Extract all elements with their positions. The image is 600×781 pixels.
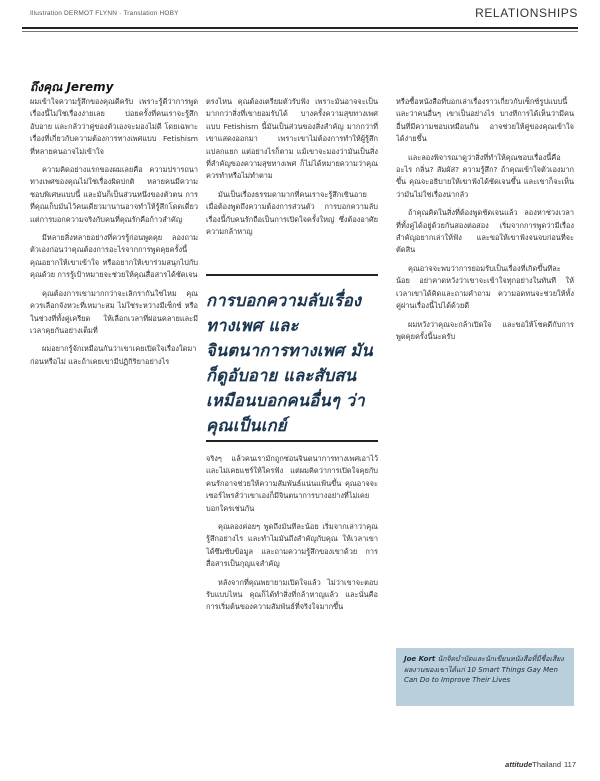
pull-quote-rule-top xyxy=(206,274,378,276)
paragraph: ผมหวังว่าคุณจะกล้าเปิดใจ และขอให้โชคดีกับการพูดคุยครั้งนี้นะครับ xyxy=(396,319,574,341)
magazine-edition: Thailand xyxy=(532,760,562,769)
author-bio-box xyxy=(396,648,574,706)
paragraph: จริงๆ แล้วคนเรามักถูกซ่อนจินตนาการทางเพศเอาไว้และไม่เคยแชร์ให้ใครฟัง แต่ผมคิดว่าการเปิดใจคุยกับคนรักอาจช่วยให้ความสัมพันธ์แน่นแฟ้นขึ้น คุณอาจจะเซอร์ไพรส์ว่าเขาเองก็มีจินตนาการบางอย่างที่ไม่เคยบอกใครเช่นกัน xyxy=(206,454,378,513)
pull-quote-text: การบอกความลับเรื่องทางเพศ และจินตนาการทางเพศ มันก็ดูอับอาย และสับสนเหมือนบอกคนอื่นๆ ว่าคุณเป็นเกย์ xyxy=(206,291,373,435)
paragraph: มันเป็นเรื่องธรรมดามากที่คนเราจะรู้สึกเขินอายเมื่อต้องพูดถึงความต้องการส่วนตัว การบอกความลับเรื่องนี้กับคนรักถือเป็นการเปิดใจครั้งใหญ่ ซึ่งต้องอาศัยความกล้าหาญ xyxy=(206,189,378,237)
page-number: 117 xyxy=(564,760,576,769)
section-title: RELATIONSHIPS xyxy=(475,6,578,20)
header-rule-thin xyxy=(22,31,578,32)
paragraph: มีหลายสิ่งหลายอย่างที่ควรรู้ก่อนพูดคุย ลองถามตัวเองก่อนว่าคุณต้องการอะไรจากการพูดคุยครั้งนี้ คุณอยากให้เขาเข้าใจ หรืออยากให้เขาร่วมสนุกไปกับคุณด้วย การรู้เป้าหมายจะช่วยให้คุณสื่อสารได้ชัดเจน xyxy=(30,233,198,280)
paragraph: ตรงไหน คุณต้องเตรียมตัวรับฟัง เพราะมันอาจจะเป็นมากกว่าสิ่งที่เขายอมรับได้ บางครั้งความสุขทางเพศแบบ Fetishism นี้มันเป็นส่วนของสิ่งสำคัญ มากกว่าที่เขาแสดงออกมา เพราะเขาไม่ต้องการทำให้ผู้รู้สึกแปลกแยก แต่อย่างไรก็ตาม แม้เขาจะมองว่ามันเป็นสิ่งที่สำคัญของความสุขทางเพศ ก็ไม่ได้หมายความว่าคุณควรทำหรือไม่ทำตาม xyxy=(206,97,378,181)
paragraph: หลังจากที่คุณพยายามเปิดใจแล้ว ไม่ว่าเขาจะตอบรับแบบไหน คุณก็ได้ทำสิ่งที่กล้าหาญแล้ว และนั่นคือการเริ่มต้นของความสัมพันธ์ที่จริงใจมากขึ้น xyxy=(206,577,378,612)
header-rule xyxy=(22,27,578,29)
paragraph: ผมเข้าใจความรู้สึกของคุณดีครับ เพราะรู้ดีว่าการพูดเรื่องนี้ไม่ใช่เรื่องง่ายเลย บ่อยครั้งที่คนเราจะรู้สึกอับอาย และกลัวว่าคู่ของตัวเองจะมองไม่ดี โดยเฉพาะเรื่องที่เกี่ยวกับความต้องการทางเพศแบบ Fetishism ที่หลายคนอาจไม่เข้าใจ xyxy=(30,97,198,156)
column-3 xyxy=(396,96,574,624)
column-2-top xyxy=(206,96,378,256)
paragraph: และลองพิจารณาดูว่าสิ่งที่ทำให้คุณชอบเรื่องนี้คืออะไร กลิ่น? สัมผัส? ความรู้สึก? ถ้าคุณเข้าใจตัวเองมากขึ้น คุณจะอธิบายให้เขาฟังได้ชัดเจนขึ้น และเขาก็จะเห็นว่ามันไม่ใช่เรื่องน่ากลัว xyxy=(396,152,574,199)
paragraph: คุณอาจจะพบว่าการยอมรับเป็นเรื่องที่เกิดขึ้นทีละน้อย อย่าคาดหวังว่าเขาจะเข้าใจทุกอย่างในทันที ให้เวลาเขาได้คิดและถามคำถาม ความอดทนจะช่วยให้ทั้งคู่ผ่านเรื่องนี้ไปได้ด้วยดี xyxy=(396,263,574,311)
paragraph: หรือซื้อหนังสือที่บอกเล่าเรื่องราวเกี่ยวกับเซ็กซ์รูปแบบนี้ และว่าคนอื่นๆ เขาเป็นอย่างไร บางทีการได้เห็นว่ามีคนอื่นที่มีความชอบเหมือนกัน อาจช่วยให้คู่ของคุณเข้าใจได้ง่ายขึ้น xyxy=(396,97,574,144)
paragraph: คุณลองค่อยๆ พูดถึงมันทีละน้อย เริ่มจากเล่าว่าคุณรู้สึกอย่างไร และทำไมมันถึงสำคัญกับคุณ ให้เวลาเขาได้ซึมซับข้อมูล และถามความรู้สึกของเขาด้วย การสื่อสารเป็นกุญแจสำคัญ xyxy=(206,522,378,569)
header-credit: Illustration DERMOT FLYNN · Translation HOBY xyxy=(30,10,179,17)
column-1 xyxy=(30,96,198,746)
paragraph: คุณต้องการเขามากกว่าจะเลิกรากันใช่ไหม คุณควรเลือกจังหวะที่เหมาะสม ไม่ใช่ระหว่างมีเซ็กซ์ หรือในช่วงที่ทั้งคู่เครียด ให้เลือกเวลาที่ผ่อนคลายและมีเวลาคุยกันอย่างเต็มที่ xyxy=(30,288,198,335)
column-2-bottom xyxy=(206,453,378,753)
paragraph: ความคิดอย่างแรกของผมเลยคือ ความปรารถนาทางเพศของคุณไม่ใช่เรื่องผิดปกติ หลายคนมีความชอบพิเศษแบบนี้ และมันก็เป็นส่วนหนึ่งของตัวตน การที่คุณเก็บมันไว้คนเดียวมานานอาจทำให้รู้สึกโดดเดี่ยว แต่การบอกความจริงกับคนที่คุณรักคือก้าวสำคัญ xyxy=(30,165,198,224)
paragraph: ผมอยากรู้จักเหมือนกันว่าเขาเคยเปิดใจเรื่องใดมาก่อนหรือไม่ และถ้าเคยเขามีปฏิกิริยาอย่างไร xyxy=(30,344,197,366)
paragraph: ถ้าคุณคิดในสิ่งที่ต้องพูดชัดเจนแล้ว ลองหาช่วงเวลาที่ทั้งคู่ได้อยู่ด้วยกันสองต่อสอง เริ่มจากการพูดว่ามีเรื่องสำคัญอยากเล่าให้ฟัง และขอให้เขาฟังจนจบก่อนที่จะตัดสิน xyxy=(396,208,574,255)
pull-quote-rule-bottom xyxy=(206,440,378,442)
author-name: Joe Kort xyxy=(404,655,436,663)
author-bio-text: นักจิตบำบัดและนักเขียนหนังสือที่มีชื่อเสียง ผลงานของเขาได้แก่ 10 Smart Things Gay Men Can Do to Improve Their Lives xyxy=(404,655,564,684)
magazine-brand: attitude xyxy=(505,760,533,769)
page-footer xyxy=(505,760,576,769)
pull-quote xyxy=(206,274,378,442)
article-heading: ถึงคุณ Jeremy xyxy=(30,80,114,94)
